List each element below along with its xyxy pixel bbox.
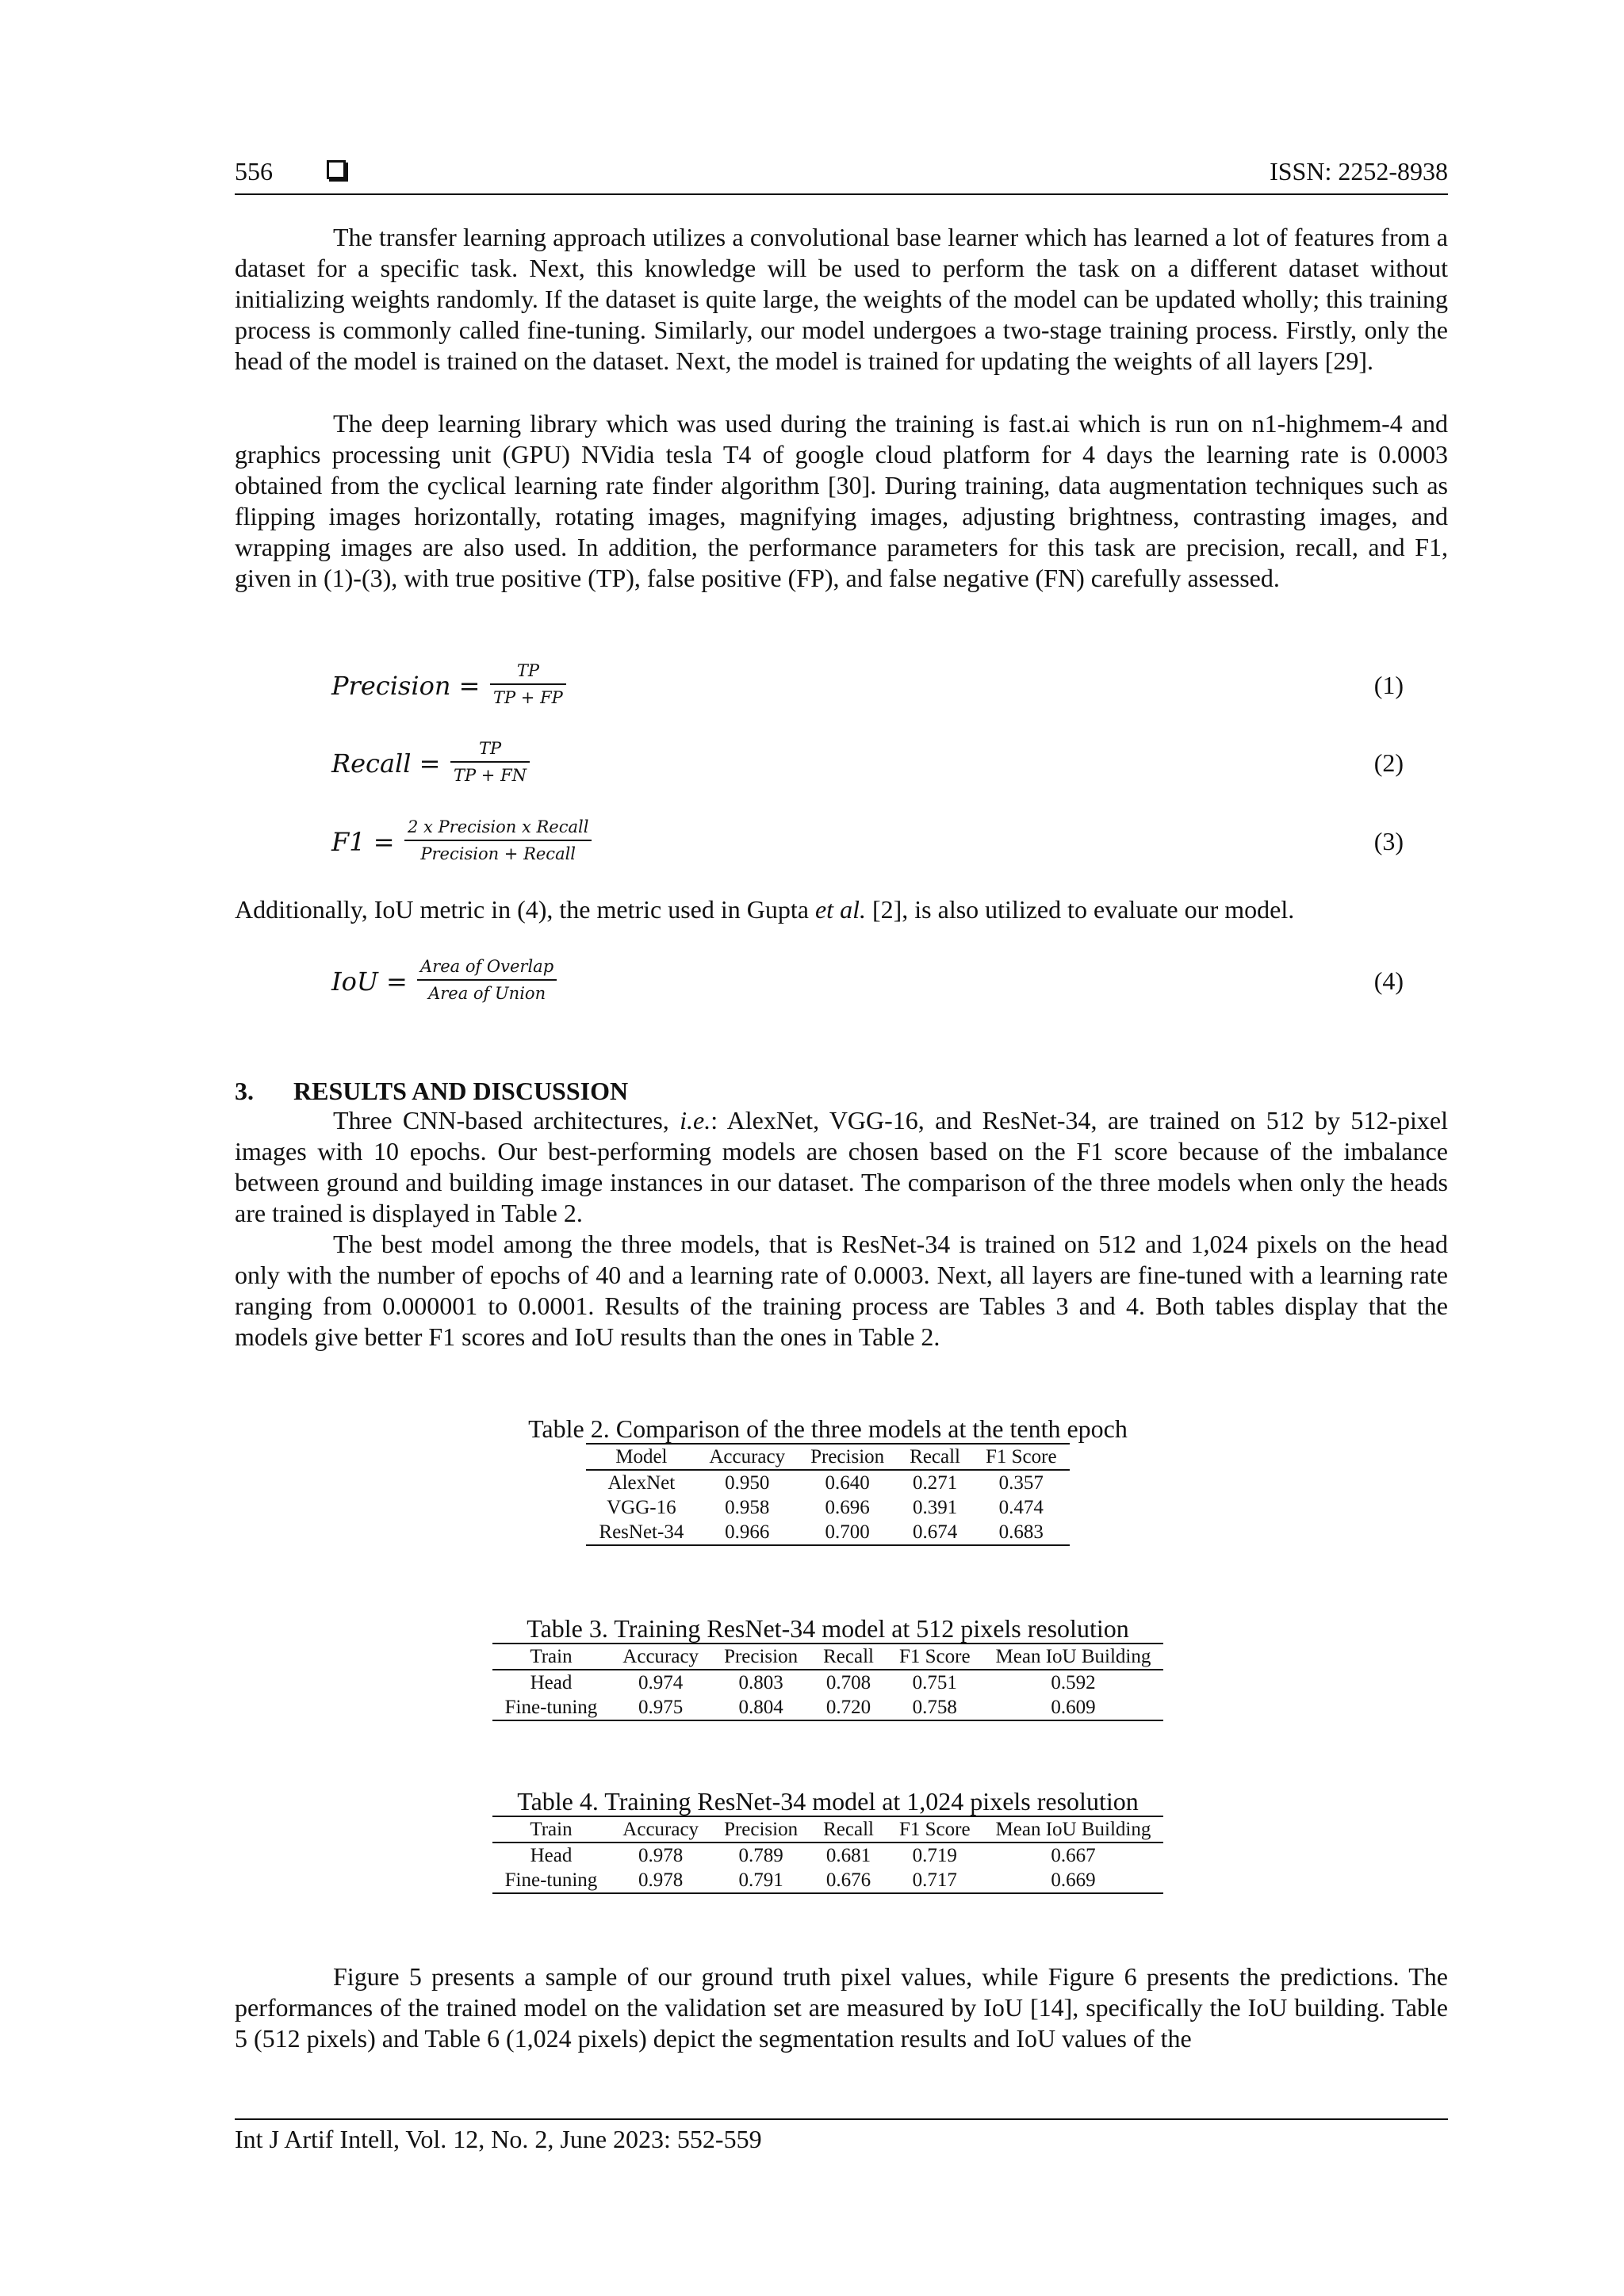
table-cell: 0.676 xyxy=(810,1868,887,1893)
column-header: F1 Score xyxy=(973,1444,1070,1470)
section-number: 3. xyxy=(235,1077,254,1105)
table-cell: VGG-16 xyxy=(607,1497,676,1518)
table-2-grid xyxy=(586,1443,1069,1546)
equation-lhs: IoU = xyxy=(331,966,408,997)
table-row xyxy=(586,1520,1069,1545)
table-cell: 0.271 xyxy=(912,1472,958,1494)
column-header: Accuracy xyxy=(610,1644,711,1670)
table-cell: 0.708 xyxy=(825,1672,871,1693)
table-header-row xyxy=(586,1444,1069,1470)
table-cell: 0.975 xyxy=(610,1695,711,1720)
column-header: Recall xyxy=(810,1644,887,1670)
fraction-denominator: TP + FN xyxy=(450,761,530,788)
table-cell: 0.958 xyxy=(725,1497,770,1518)
table-cell: 0.700 xyxy=(798,1520,897,1545)
table-cell: 0.719 xyxy=(912,1845,957,1866)
column-header: Recall xyxy=(897,1444,973,1470)
text-segment: Additionally, IoU metric in (4), the metric used in Gupta xyxy=(235,895,815,924)
table-cell: 0.674 xyxy=(897,1520,973,1545)
table-row xyxy=(492,1695,1164,1720)
fraction-numerator: 2 x Precision x Recall xyxy=(408,817,589,836)
footer-divider xyxy=(235,2118,1448,2120)
fraction-denominator: Area of Union xyxy=(417,979,557,1006)
column-header: Accuracy xyxy=(610,1816,711,1843)
column-header: F1 Score xyxy=(887,1644,983,1670)
table-cell: AlexNet xyxy=(607,1472,676,1494)
table-cell: ResNet-34 xyxy=(586,1520,696,1545)
table-header-row xyxy=(492,1816,1164,1843)
equation-fraction xyxy=(417,954,557,1006)
column-header: Train xyxy=(492,1816,611,1843)
footer-citation: Int J Artif Intell, Vol. 12, No. 2, June 2023: 552-559 xyxy=(235,2125,762,2153)
column-header: Precision xyxy=(711,1644,810,1670)
page-header xyxy=(235,155,1448,193)
section-heading xyxy=(235,1075,628,1107)
equation-lhs: Precision = xyxy=(331,671,481,701)
equation-number: (2) xyxy=(1373,748,1404,777)
table-cell: 0.609 xyxy=(983,1695,1164,1720)
equation-number: (4) xyxy=(1373,966,1404,995)
table-cell: 0.592 xyxy=(1051,1672,1096,1693)
column-header: Mean IoU Building xyxy=(983,1816,1164,1843)
fraction-numerator: TP xyxy=(478,739,502,758)
equation-lhs: F1 = xyxy=(331,827,395,857)
equation-precision xyxy=(331,658,1404,714)
table-caption: Table 4. Training ResNet-34 model at 1,024 pixels resolution xyxy=(517,1787,1139,1816)
table-cell: Fine-tuning xyxy=(492,1868,611,1893)
table-row xyxy=(492,1843,1164,1868)
table-3 xyxy=(416,1614,1240,1721)
table-cell: 0.391 xyxy=(912,1497,958,1518)
paragraph-architectures xyxy=(235,1105,1448,1229)
issn-label: ISSN: 2252-8938 xyxy=(1270,157,1448,186)
table-row xyxy=(586,1495,1069,1520)
column-header: F1 Score xyxy=(887,1816,983,1843)
equation-recall xyxy=(331,736,1404,791)
table-cell: 0.803 xyxy=(738,1672,783,1693)
table-caption: Table 2. Comparison of the three models at the tenth epoch xyxy=(528,1414,1128,1443)
square-bullet-icon xyxy=(327,160,346,179)
equation-fraction xyxy=(450,736,530,788)
equation-fraction xyxy=(490,658,566,710)
text-segment: : AlexNet, VGG-16, and ResNet-34, are trained on 512 by 512-pixel images with 10 epochs. Our best-performing models are chosen based on the F1 score because of the imbalance between ground and building image instances in our dataset. The comparison of the three models when only the heads are trained is displayed in Table 2. xyxy=(235,1106,1449,1227)
table-cell: 0.966 xyxy=(696,1520,798,1545)
table-4-grid xyxy=(492,1816,1164,1894)
table-cell: 0.751 xyxy=(912,1672,957,1693)
table-3-grid xyxy=(492,1643,1164,1721)
column-header: Model xyxy=(586,1444,696,1470)
page-number: 556 xyxy=(235,157,273,186)
table-cell: 0.669 xyxy=(983,1868,1164,1893)
column-header: Recall xyxy=(810,1816,887,1843)
paragraph-best-model: The best model among the three models, that is ResNet-34 is trained on 512 and 1,024 pixels on the head only with the number of epochs of 40 and a learning rate of 0.0003. Next, all layers are fine-tuned with a learning rate ranging from 0.000001 to 0.0001. Results of the training process are Tables 3 and 4. Both tables display that the models give better F1 scores and IoU results than the ones in Table 2. xyxy=(235,1230,1448,1351)
table-cell: 0.717 xyxy=(887,1868,983,1893)
table-cell: 0.720 xyxy=(810,1695,887,1720)
table-cell: 0.357 xyxy=(998,1472,1044,1494)
table-cell: Head xyxy=(530,1672,573,1693)
text-italic-etal: et al. xyxy=(814,895,866,924)
equation-fraction xyxy=(404,814,592,867)
table-cell: 0.950 xyxy=(725,1472,770,1494)
column-header: Precision xyxy=(711,1816,810,1843)
table-cell: 0.978 xyxy=(610,1868,711,1893)
fraction-denominator: TP + FP xyxy=(490,683,566,710)
table-cell: 0.804 xyxy=(711,1695,810,1720)
equation-number: (3) xyxy=(1373,827,1404,855)
table-header-row xyxy=(492,1644,1164,1670)
column-header: Precision xyxy=(798,1444,897,1470)
text-italic-ie: i.e. xyxy=(680,1106,711,1135)
table-cell: Head xyxy=(530,1845,573,1866)
paragraph-iou-intro xyxy=(235,894,1448,925)
table-cell: 0.978 xyxy=(638,1845,684,1866)
text-segment: Three CNN-based architectures, xyxy=(333,1106,680,1135)
table-cell: 0.696 xyxy=(825,1497,870,1518)
table-cell: 0.789 xyxy=(738,1845,783,1866)
table-cell: 0.681 xyxy=(825,1845,871,1866)
table-cell: 0.974 xyxy=(638,1672,684,1693)
column-header: Accuracy xyxy=(696,1444,798,1470)
equation-number: (1) xyxy=(1373,671,1404,699)
fraction-numerator: Area of Overlap xyxy=(420,957,554,976)
equation-lhs: Recall = xyxy=(331,748,441,779)
column-header: Train xyxy=(492,1644,611,1670)
equation-f1 xyxy=(331,814,1404,870)
column-header: Mean IoU Building xyxy=(983,1644,1164,1670)
header-divider xyxy=(235,193,1448,195)
table-cell: Fine-tuning xyxy=(492,1695,611,1720)
table-row xyxy=(492,1868,1164,1893)
text-segment: [2], is also utilized to evaluate our model. xyxy=(865,895,1295,924)
paragraph-training-setup: The deep learning library which was used during the training is fast.ai which is run on n1-highmem-4 and graphics processing unit (GPU) NVidia tesla T4 of google cloud platform for 4 days the learning rate is 0.0003 obtained from the cyclical learning rate finder algorithm [30]. During training, data augmentation techniques such as flipping images horizontally, rotating images, magnifying images, adjusting brightness, contrasting images, and wrapping images are also used. In addition, the performance parameters for this task are precision, recall, and F1, given in (1)-(3), with true positive (TP), false positive (FP), and false negative (FN) carefully assessed. xyxy=(235,409,1448,592)
table-cell: 0.758 xyxy=(887,1695,983,1720)
table-2 xyxy=(495,1414,1161,1546)
equation-iou xyxy=(331,954,1404,1009)
fraction-numerator: TP xyxy=(516,661,539,680)
table-cell: 0.640 xyxy=(825,1472,870,1494)
table-cell: 0.791 xyxy=(711,1868,810,1893)
table-4 xyxy=(416,1787,1240,1894)
table-row xyxy=(586,1470,1069,1495)
table-caption: Table 3. Training ResNet-34 model at 512 pixels resolution xyxy=(527,1614,1129,1643)
paragraph-transfer-learning: The transfer learning approach utilizes a convolutional base learner which has learned a lot of features from a dataset for a specific task. Next, this knowledge will be used to perform the task on a different dataset without initializing weights randomly. If the dataset is quite large, the weights of the model can be updated wholly; this training process is commonly called fine-tuning. Similarly, our model undergoes a two-stage training process. Firstly, only the head of the model is trained on the dataset. Next, the model is trained for updating the weights of all layers [29]. xyxy=(235,223,1448,375)
section-title: RESULTS AND DISCUSSION xyxy=(293,1077,629,1105)
table-cell: 0.683 xyxy=(973,1520,1070,1545)
table-cell: 0.474 xyxy=(998,1497,1044,1518)
table-cell: 0.667 xyxy=(1051,1845,1096,1866)
fraction-denominator: Precision + Recall xyxy=(404,840,592,867)
paragraph-figures: Figure 5 presents a sample of our ground truth pixel values, while Figure 6 presents the predictions. The performances of the trained model on the validation set are measured by IoU [14], specifically the IoU building. Table 5 (512 pixels) and Table 6 (1,024 pixels) depict the segmentation results and IoU values of the xyxy=(235,1962,1448,2053)
table-row xyxy=(492,1670,1164,1695)
